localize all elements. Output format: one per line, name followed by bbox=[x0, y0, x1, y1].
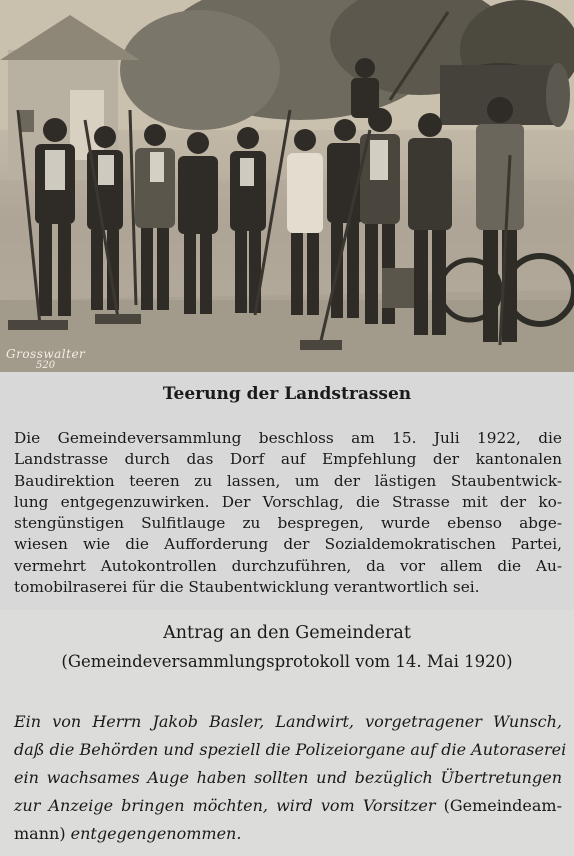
photo-number: 520 bbox=[36, 360, 56, 371]
article-line: Baudirektion teeren zu lassen, um der lästigen Staubentwick- bbox=[14, 471, 562, 490]
quote-body bbox=[14, 708, 567, 848]
article-body bbox=[14, 428, 562, 598]
quote-line: ein wachsames Auge haben sollten und bezüglich Übertretungen bbox=[14, 768, 562, 787]
article-title: Teerung der Landstrassen bbox=[162, 384, 412, 404]
quote-subtitle: (Gemeindeversammlungsprotokoll vom 14. Mai 1920) bbox=[61, 652, 513, 671]
photo-signature: Grosswalter bbox=[6, 347, 86, 361]
article-line: wiesen wie die Aufforderung der Sozialdemokratischen Partei, bbox=[14, 535, 562, 554]
article-line: tomobilraserei für die Staubentwicklung verantwortlich sei. bbox=[14, 578, 480, 597]
quote-line-text: entgegengenommen. bbox=[65, 824, 242, 843]
quote-line-text: mann) bbox=[14, 824, 66, 843]
article-line: vermehrt Autokontrollen durchzuführen, da vor allem die Au- bbox=[14, 556, 562, 575]
quote-section bbox=[0, 610, 574, 856]
quote-line: Ein von Herrn Jakob Basler, Landwirt, vorgetragener Wunsch, bbox=[14, 712, 562, 731]
article-line: Landstrasse durch das Dorf auf Empfehlung der kantonalen bbox=[14, 450, 562, 469]
quote-title: Antrag an den Gemeinderat bbox=[163, 623, 411, 643]
photo-illustration bbox=[0, 0, 574, 372]
quote-line-text: zur Anzeige bringen möchten, wird vom Vorsitzer bbox=[14, 796, 444, 815]
quote-line bbox=[14, 792, 562, 820]
quote-line: daß die Behörden und speziell die Polizeiorgane auf die Autoraserei bbox=[14, 740, 567, 759]
article-line: lung entgegenzuwirken. Der Vorschlag, die Strasse mit der ko- bbox=[14, 492, 562, 511]
historic-photo bbox=[0, 0, 574, 372]
quote-line bbox=[14, 820, 562, 848]
article-section bbox=[0, 372, 574, 610]
article-line: stengünstigen Sulfitlauge zu bespregen, wurde ebenso abge- bbox=[14, 514, 562, 533]
quote-line-text: (Gemeindeam- bbox=[443, 796, 562, 815]
article-line: Die Gemeindeversammlung beschloss am 15. Juli 1922, die bbox=[14, 429, 562, 447]
